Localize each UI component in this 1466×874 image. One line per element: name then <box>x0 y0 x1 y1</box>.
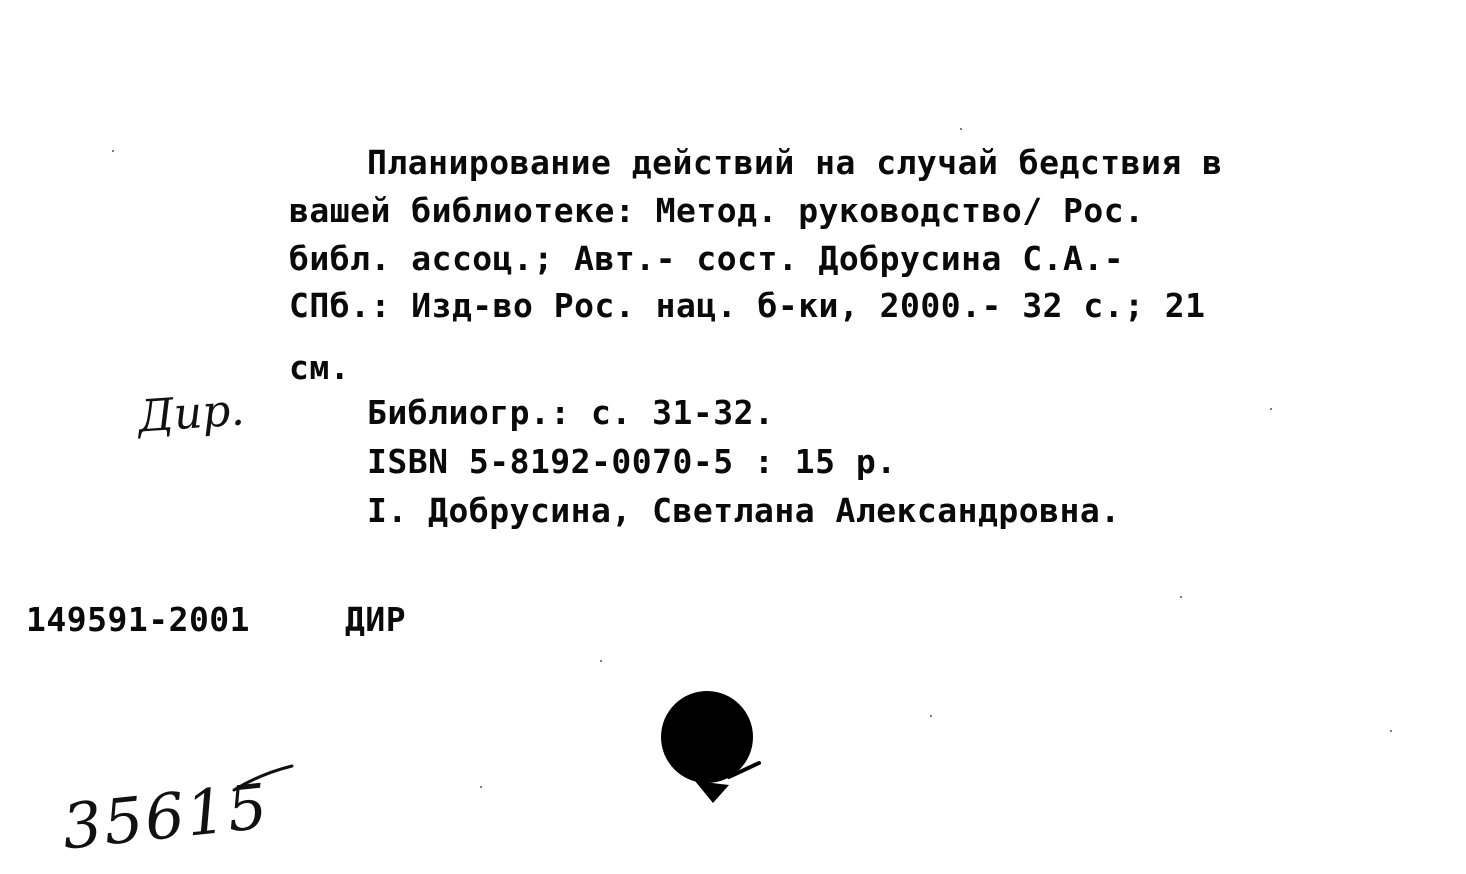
scan-speck <box>1390 730 1392 732</box>
added-entry: I. Добрусина, Светлана Александровна. <box>367 491 1121 530</box>
handwritten-flourish <box>230 760 300 800</box>
description-line-5: см. <box>289 348 351 387</box>
scan-speck <box>1270 408 1272 410</box>
scan-speck <box>600 660 602 662</box>
description-line-4: СПб.: Изд-во Рос. нац. б-ки, 2000.- 32 с.; 21 <box>289 286 1206 325</box>
description-line-3: библ. ассоц.; Авт.- сост. Добрусина С.А.- <box>289 239 1125 278</box>
punched-hole <box>655 685 765 810</box>
scan-speck <box>1180 596 1182 598</box>
handwritten-number: 35615 <box>58 769 273 864</box>
scan-speck <box>960 128 962 130</box>
isbn-price: ISBN 5-8192-0070-5 : 15 р. <box>367 442 897 481</box>
description-line-1: Планирование действий на случай бедствия в <box>367 143 1223 182</box>
accession-number: 149591-2001 <box>26 600 251 639</box>
description-line-2: вашей библиотеке: Метод. руководство/ Рос. <box>289 191 1145 230</box>
bibliography-note: Библиогр.: с. 31-32. <box>367 393 775 432</box>
scan-speck <box>480 786 482 788</box>
scan-speck <box>112 150 114 152</box>
scan-speck <box>930 715 932 717</box>
department-code: ДИР <box>345 600 407 639</box>
handwritten-department: Дир. <box>136 384 246 443</box>
